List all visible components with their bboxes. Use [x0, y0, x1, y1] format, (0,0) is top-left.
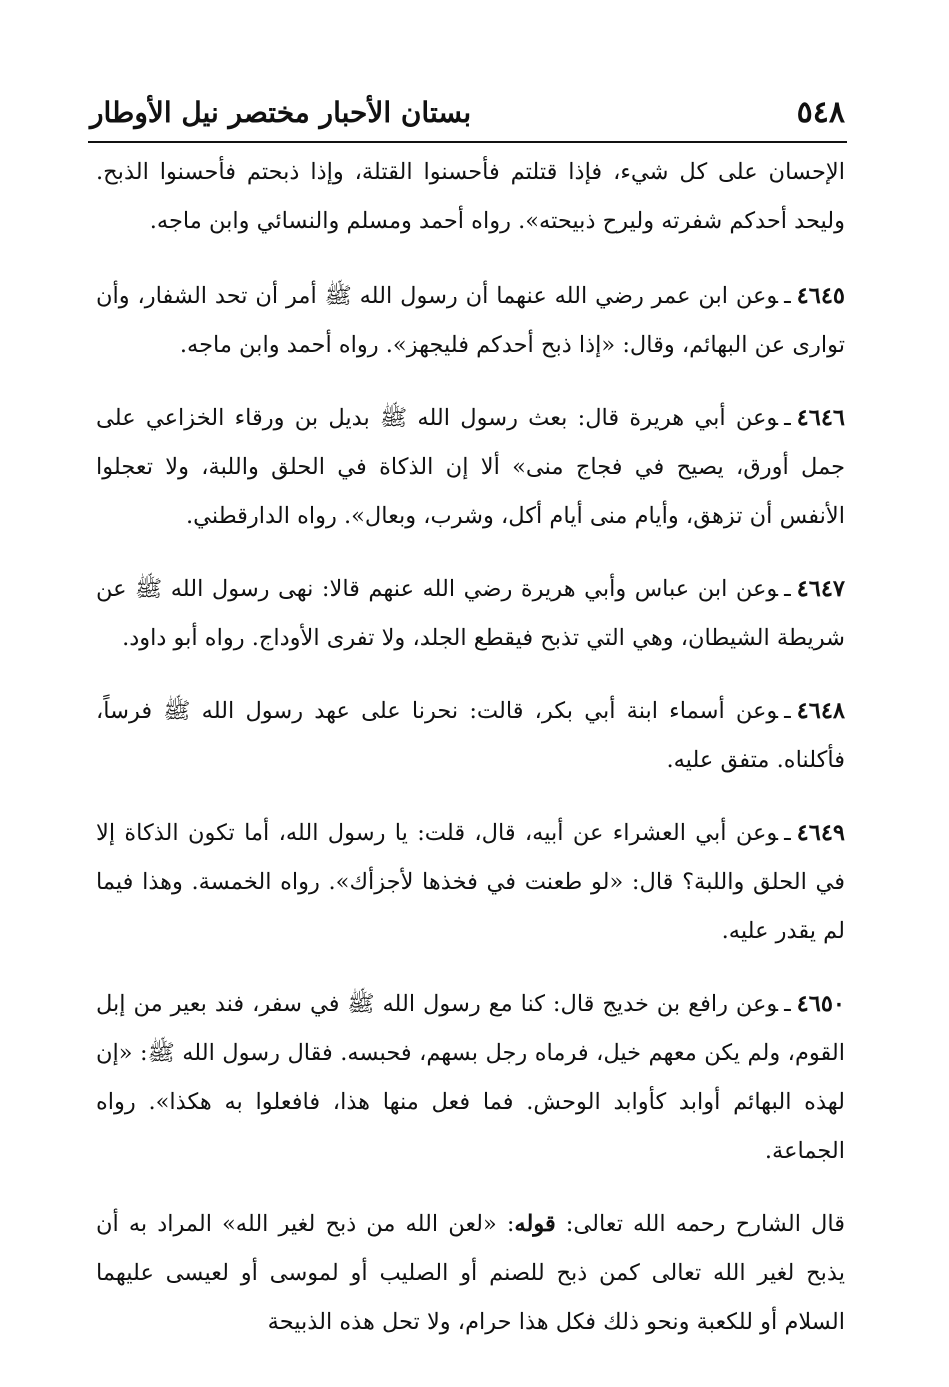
commentary-text: : «لعن الله من ذبح لغير الله» المراد به أن يذبح لغير الله تعالى كمن ذبح للصنم أو الصليب أو لموسى أو لعيسى عليهما السلام أو للكعبة ونحو ذلك فكل هذا حرام، ولا تحل هذه الذبيحة: [96, 1211, 845, 1335]
hadith-number: ٤٦٤٦: [796, 405, 845, 431]
dash-mark: ـ: [784, 991, 791, 1017]
dash-mark: ـ: [784, 698, 791, 724]
page-body: [96, 148, 845, 1371]
hadith-4646: [96, 394, 845, 541]
dash-mark: ـ: [784, 820, 791, 846]
hadith-4647: [96, 565, 845, 663]
header-divider: [88, 141, 847, 143]
continued-paragraph: [96, 148, 845, 246]
commentary-keyword: قوله: [514, 1211, 556, 1237]
commentary-paragraph: [96, 1200, 845, 1347]
hadith-number: ٤٦٤٥: [796, 283, 845, 309]
hadith-text: وعن أسماء ابنة أبي بكر، قالت: نحرنا على عهد رسول الله ﷺ فرساً، فأكلناه. متفق عليه.: [96, 698, 845, 773]
hadith-text: وعن ابن عمر رضي الله عنهما أن رسول الله ﷺ أمر أن تحد الشفار، وأن توارى عن البهائم، وقال: «إذا ذبح أحدكم فليجهز». رواه أحمد وابن ماجه.: [96, 283, 845, 358]
hadith-text: وعن أبي العشراء عن أبيه، قال، قلت: يا رسول الله، أما تكون الذكاة إلا في الحلق واللبة؟ قال: «لو طعنت في فخذها لأجزأك». رواه الخمسة. وهذا فيما لم يقدر عليه.: [96, 820, 845, 944]
dash-mark: ـ: [784, 576, 791, 602]
running-title: بستان الأحبار مختصر نيل الأوطار: [90, 96, 472, 129]
paragraph-text: الإحسان على كل شيء، فإذا قتلتم فأحسنوا القتلة، وإذا ذبحتم فأحسنوا الذبح. وليحد أحدكم شفرته وليرح ذبيحته». رواه أحمد ومسلم والنسائي وابن ماجه.: [96, 159, 845, 234]
page-number: ٥٤٨: [796, 95, 845, 130]
hadith-number: ٤٦٤٨: [796, 698, 845, 724]
hadith-4645: [96, 272, 845, 370]
hadith-text: وعن رافع بن خديج قال: كنا مع رسول الله ﷺ في سفر، فند بعير من إبل القوم، ولم يكن معهم خيل، فرماه رجل بسهم، فحبسه. فقال رسول الله ﷺ: «إن لهذه البهائم أوابد كأوابد الوحش. فما فعل منها هذا، فافعلوا به هكذا». رواه الجماعة.: [96, 991, 845, 1164]
hadith-4648: [96, 687, 845, 785]
page-header: [90, 88, 845, 138]
hadith-number: ٤٦٤٩: [796, 820, 845, 846]
commentary-intro: قال الشارح رحمه الله تعالى:: [565, 1211, 845, 1237]
hadith-text: وعن ابن عباس وأبي هريرة رضي الله عنهم قالا: نهى رسول الله ﷺ عن شريطة الشيطان، وهي التي تذبح فيقطع الجلد، ولا تفرى الأوداج. رواه أبو داود.: [96, 576, 845, 651]
hadith-text: وعن أبي هريرة قال: بعث رسول الله ﷺ بديل بن ورقاء الخزاعي على جمل أورق، يصيح في فجاج منى» ألا إن الذكاة في الحلق واللبة، ولا تعجلوا الأنفس أن تزهق، وأيام منى أيام أكل، وشرب، وبعال». رواه الدارقطني.: [96, 405, 845, 529]
dash-mark: ـ: [784, 283, 791, 309]
hadith-number: ٤٦٥٠: [796, 991, 845, 1017]
dash-mark: ـ: [784, 405, 791, 431]
hadith-4649: [96, 809, 845, 956]
hadith-number: ٤٦٤٧: [796, 576, 845, 602]
hadith-4650: [96, 980, 845, 1176]
